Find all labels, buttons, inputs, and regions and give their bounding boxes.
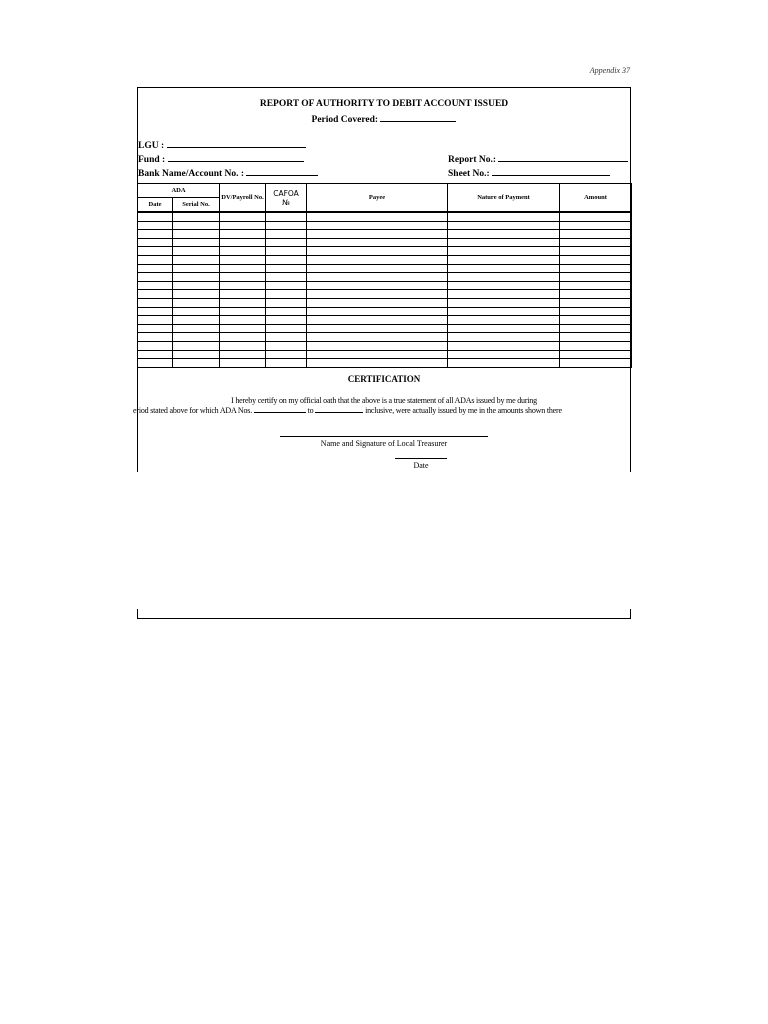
table-cell[interactable] — [307, 281, 448, 290]
table-row — [138, 273, 632, 282]
table-cell[interactable] — [266, 212, 307, 221]
table-cell[interactable] — [560, 350, 632, 359]
table-cell[interactable] — [138, 290, 173, 299]
table-cell[interactable] — [307, 350, 448, 359]
table-cell[interactable] — [173, 281, 220, 290]
report-no-blank[interactable] — [498, 153, 628, 162]
form-border-top — [137, 87, 631, 88]
table-cell[interactable] — [138, 324, 173, 333]
table-cell[interactable] — [266, 307, 307, 316]
table-cell[interactable] — [560, 281, 632, 290]
ada-group-header: ADA — [138, 184, 220, 198]
table-cell[interactable] — [173, 255, 220, 264]
table-cell[interactable] — [266, 298, 307, 307]
table-cell[interactable] — [220, 238, 266, 247]
table-cell[interactable] — [138, 273, 173, 282]
table-row — [138, 281, 632, 290]
nature-header: Nature of Payment — [448, 184, 560, 213]
table-cell[interactable] — [307, 359, 448, 368]
table-cell[interactable] — [220, 350, 266, 359]
table-cell[interactable] — [173, 307, 220, 316]
table-cell[interactable] — [560, 230, 632, 239]
table-cell[interactable] — [266, 350, 307, 359]
period-label: Period Covered: — [311, 115, 379, 125]
table-cell[interactable] — [307, 273, 448, 282]
dv-payroll-header: DV/Payroll No. — [220, 184, 266, 213]
table-body — [138, 212, 632, 367]
table-cell[interactable] — [173, 247, 220, 256]
table-cell[interactable] — [138, 212, 173, 221]
form-border-bottom — [137, 618, 631, 619]
table-cell[interactable] — [307, 212, 448, 221]
table-row — [138, 290, 632, 299]
table-cell[interactable] — [307, 298, 448, 307]
table-cell[interactable] — [448, 238, 560, 247]
table-cell[interactable] — [266, 255, 307, 264]
table-row — [138, 247, 632, 256]
table-cell[interactable] — [220, 290, 266, 299]
table-cell[interactable] — [448, 281, 560, 290]
report-title: REPORT OF AUTHORITY TO DEBIT ACCOUNT ISSUED — [259, 99, 509, 109]
table-cell[interactable] — [448, 264, 560, 273]
table-cell[interactable] — [173, 290, 220, 299]
table-cell[interactable] — [138, 333, 173, 342]
date-label: Date — [413, 461, 429, 470]
table-cell[interactable] — [138, 341, 173, 350]
date-line[interactable] — [395, 458, 447, 459]
signature-label: Name and Signature of Local Treasurer — [320, 439, 448, 448]
table-row — [138, 350, 632, 359]
lgu-blank[interactable] — [167, 139, 306, 148]
table-cell[interactable] — [560, 307, 632, 316]
table-row — [138, 238, 632, 247]
table-cell[interactable] — [173, 273, 220, 282]
fund-blank[interactable] — [168, 153, 304, 162]
table-cell[interactable] — [448, 230, 560, 239]
table-cell[interactable] — [266, 264, 307, 273]
table-cell[interactable] — [560, 341, 632, 350]
table-row — [138, 298, 632, 307]
payee-header: Payee — [307, 184, 448, 213]
table-cell[interactable] — [266, 359, 307, 368]
table-cell[interactable] — [307, 324, 448, 333]
table-cell[interactable] — [220, 221, 266, 230]
table-cell[interactable] — [173, 359, 220, 368]
table-row — [138, 221, 632, 230]
table-cell[interactable] — [138, 307, 173, 316]
report-no-label: Report No.: — [448, 155, 497, 165]
table-cell[interactable] — [307, 316, 448, 325]
table-cell[interactable] — [220, 341, 266, 350]
table-cell[interactable] — [173, 333, 220, 342]
table-cell[interactable] — [220, 298, 266, 307]
sheet-no-blank[interactable] — [492, 167, 610, 176]
table-row — [138, 212, 632, 221]
table-cell[interactable] — [220, 316, 266, 325]
table-cell[interactable] — [560, 316, 632, 325]
table-cell[interactable] — [448, 307, 560, 316]
table-cell[interactable] — [173, 324, 220, 333]
table-cell[interactable] — [138, 350, 173, 359]
table-row — [138, 333, 632, 342]
table-cell[interactable] — [560, 324, 632, 333]
signature-line[interactable] — [280, 436, 488, 437]
table-cell[interactable] — [307, 290, 448, 299]
table-cell[interactable] — [448, 247, 560, 256]
table-cell[interactable] — [448, 212, 560, 221]
table-cell[interactable] — [138, 255, 173, 264]
table-cell[interactable] — [173, 341, 220, 350]
table-cell[interactable] — [173, 350, 220, 359]
amount-header: Amount — [560, 184, 632, 213]
appendix-label: Appendix 37 — [589, 66, 630, 75]
certification-line-1: I hereby certify on my official oath that the above is a true statement of all ADAs issued by me during — [231, 396, 537, 405]
cafoa-line1: CAFOA — [273, 188, 299, 198]
table-cell[interactable] — [138, 316, 173, 325]
table-cell[interactable] — [266, 341, 307, 350]
lgu-field — [138, 139, 306, 151]
table-cell[interactable] — [448, 333, 560, 342]
table-cell[interactable] — [560, 221, 632, 230]
table-cell[interactable] — [307, 230, 448, 239]
table-cell[interactable] — [448, 221, 560, 230]
bank-label: Bank Name/Account No. : — [138, 169, 245, 179]
table-cell[interactable] — [138, 359, 173, 368]
period-covered — [137, 113, 631, 125]
table-cell[interactable] — [560, 238, 632, 247]
table-cell[interactable] — [173, 238, 220, 247]
table-cell[interactable] — [448, 273, 560, 282]
bank-field — [138, 167, 318, 179]
table-cell[interactable] — [138, 281, 173, 290]
table-row — [138, 324, 632, 333]
table-cell[interactable] — [266, 316, 307, 325]
table-cell[interactable] — [138, 247, 173, 256]
table-cell[interactable] — [560, 359, 632, 368]
table-cell[interactable] — [448, 255, 560, 264]
table-cell[interactable] — [448, 359, 560, 368]
table-row — [138, 307, 632, 316]
cert-text-a: eriod stated above for which ADA Nos. — [133, 406, 253, 415]
table-cell[interactable] — [266, 290, 307, 299]
table-row — [138, 264, 632, 273]
fund-label: Fund : — [138, 155, 166, 165]
table-cell[interactable] — [220, 281, 266, 290]
table-row — [138, 255, 632, 264]
table-cell[interactable] — [307, 264, 448, 273]
table-cell[interactable] — [220, 264, 266, 273]
table-cell[interactable] — [307, 221, 448, 230]
table-cell[interactable] — [560, 273, 632, 282]
table-row — [138, 316, 632, 325]
table-cell[interactable] — [173, 298, 220, 307]
table-row — [138, 359, 632, 368]
table-cell[interactable] — [138, 221, 173, 230]
table-cell[interactable] — [266, 238, 307, 247]
table-cell[interactable] — [307, 333, 448, 342]
report-form — [133, 87, 631, 619]
table-cell[interactable] — [173, 212, 220, 221]
table-cell[interactable] — [448, 324, 560, 333]
table-cell[interactable] — [173, 316, 220, 325]
table-cell[interactable] — [220, 212, 266, 221]
cert-text-b: to — [307, 406, 314, 415]
date-header: Date — [138, 198, 173, 213]
table-row — [138, 341, 632, 350]
table-cell[interactable] — [266, 324, 307, 333]
sheet-no-label: Sheet No.: — [448, 169, 490, 179]
table-cell[interactable] — [220, 273, 266, 282]
table-cell[interactable] — [307, 238, 448, 247]
table-cell[interactable] — [448, 316, 560, 325]
table-cell[interactable] — [138, 230, 173, 239]
table-cell[interactable] — [138, 238, 173, 247]
table-cell[interactable] — [448, 290, 560, 299]
ada-to-blank[interactable] — [315, 405, 363, 413]
table-cell[interactable] — [560, 255, 632, 264]
table-cell[interactable] — [266, 281, 307, 290]
table-cell[interactable] — [266, 247, 307, 256]
fund-field — [138, 153, 304, 165]
table-cell[interactable] — [220, 359, 266, 368]
table-cell[interactable] — [266, 333, 307, 342]
ada-from-blank[interactable] — [254, 405, 306, 413]
table-cell[interactable] — [220, 324, 266, 333]
table-cell[interactable] — [560, 212, 632, 221]
lgu-label: LGU : — [138, 141, 165, 151]
table-cell[interactable] — [266, 230, 307, 239]
table-cell[interactable] — [138, 298, 173, 307]
table-cell[interactable] — [307, 307, 448, 316]
serial-no-header: Serial No. — [173, 198, 220, 213]
table-row — [138, 230, 632, 239]
table-cell[interactable] — [138, 264, 173, 273]
table-cell[interactable] — [560, 247, 632, 256]
table-cell[interactable] — [560, 264, 632, 273]
ada-table — [137, 183, 632, 368]
table-cell[interactable] — [307, 341, 448, 350]
table-cell[interactable] — [173, 230, 220, 239]
table-cell[interactable] — [448, 350, 560, 359]
certification-line-2 — [133, 405, 631, 415]
cafoa-line2: № — [282, 197, 290, 207]
table-cell[interactable] — [307, 255, 448, 264]
table-cell[interactable] — [220, 333, 266, 342]
sheet-no-field — [448, 167, 610, 179]
table-cell[interactable] — [173, 221, 220, 230]
table-cell[interactable] — [560, 333, 632, 342]
report-no-field — [448, 153, 628, 165]
certification-heading: CERTIFICATION — [347, 374, 421, 384]
table-cell[interactable] — [448, 341, 560, 350]
bank-blank[interactable] — [246, 167, 318, 176]
table-cell[interactable] — [448, 298, 560, 307]
table-cell[interactable] — [560, 298, 632, 307]
period-blank[interactable] — [380, 113, 456, 122]
table-cell[interactable] — [266, 273, 307, 282]
table-cell[interactable] — [173, 264, 220, 273]
table-cell[interactable] — [266, 221, 307, 230]
table-cell[interactable] — [220, 255, 266, 264]
table-cell[interactable] — [307, 247, 448, 256]
table-cell[interactable] — [560, 290, 632, 299]
table-cell[interactable] — [220, 230, 266, 239]
cafoa-header — [266, 184, 307, 213]
table-cell[interactable] — [220, 307, 266, 316]
table-cell[interactable] — [220, 247, 266, 256]
cert-text-c: inclusive, were actually issued by me in the amounts shown there — [365, 406, 562, 415]
